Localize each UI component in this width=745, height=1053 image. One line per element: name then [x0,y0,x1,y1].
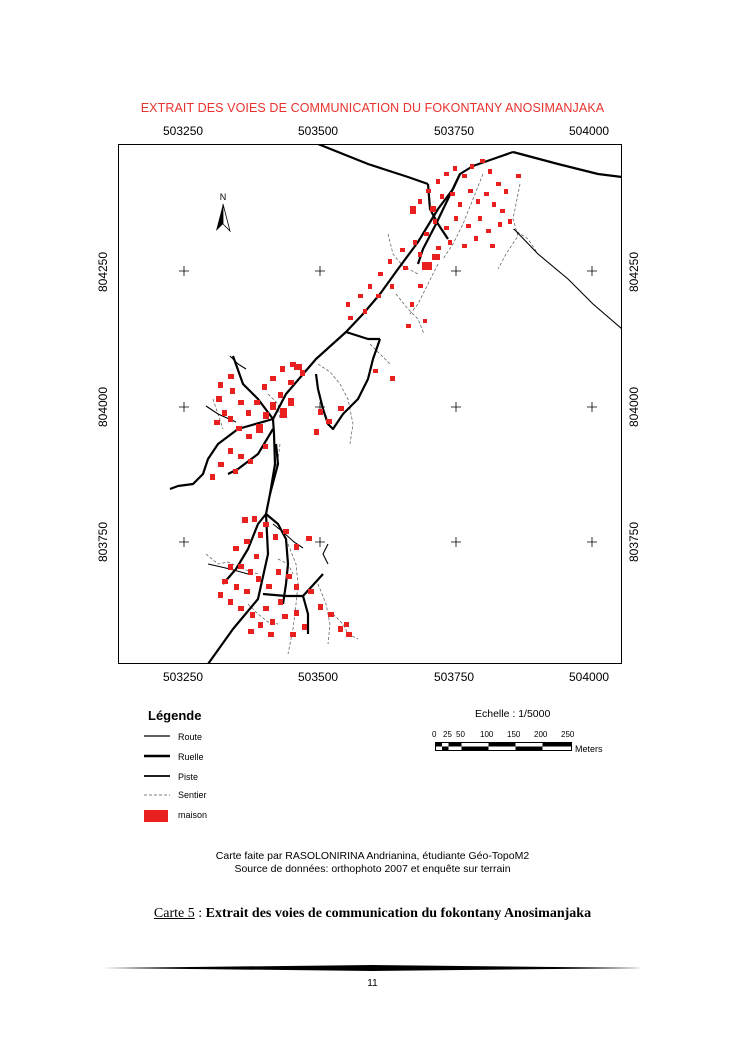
caption-prefix: Carte 5 [153,906,195,921]
y-tick-left: 803750 [96,521,110,563]
legend-label-ruelle: Ruelle [178,752,204,762]
legend-title: Légende [148,708,202,723]
x-tick-bottom: 504000 [569,670,610,684]
map-border [119,145,622,664]
caption-text: Extrait des voies de communication du fokontany Anosimanjaka [205,906,592,921]
legend-label-sentier: Sentier [178,790,207,800]
y-tick-right: 804000 [627,386,641,428]
x-tick-top: 503750 [434,124,475,138]
scale-tick: 0 [432,730,437,739]
legend-symbol-maison [144,810,168,822]
map-frame [118,144,622,664]
scale-tick: 100 [480,730,494,739]
scale-unit: Meters [575,744,603,754]
scale-title: Echelle : 1/5000 [475,708,551,720]
scale-tick: 25 [443,730,452,739]
legend-label-piste: Piste [178,772,199,782]
page-number: 11 [367,978,378,989]
x-tick-bottom: 503250 [163,670,204,684]
scale-tick: 250 [561,730,575,739]
x-tick-top: 503500 [298,124,339,138]
scale-tick: 50 [456,730,465,739]
scale-tick: 200 [534,730,548,739]
scale-tick: 150 [507,730,521,739]
y-tick-right: 803750 [627,521,641,563]
north-label: N [219,192,227,202]
x-tick-bottom: 503750 [434,670,475,684]
credit-author: Carte faite par RASOLONIRINA Andrianina, étudiante Géo-TopoM2 [215,850,530,862]
legend-symbols [144,730,176,830]
caption-separator: : [194,906,206,921]
legend-label-maison: maison [178,810,208,820]
y-tick-left: 804250 [96,251,110,293]
footer-rule [103,964,643,972]
x-tick-top: 503250 [163,124,204,138]
credit-source: Source de données: orthophoto 2007 et enquête sur terrain [234,863,511,875]
scale-bar [432,741,574,753]
y-tick-left: 804000 [96,386,110,428]
figure-caption [0,906,745,922]
x-tick-top: 504000 [569,124,610,138]
y-tick-right: 804250 [627,251,641,293]
map-title: EXTRAIT DES VOIES DE COMMUNICATION DU FOKONTANY ANOSIMANJAKA [140,101,605,115]
legend-label-route: Route [178,732,203,742]
x-tick-bottom: 503500 [298,670,339,684]
